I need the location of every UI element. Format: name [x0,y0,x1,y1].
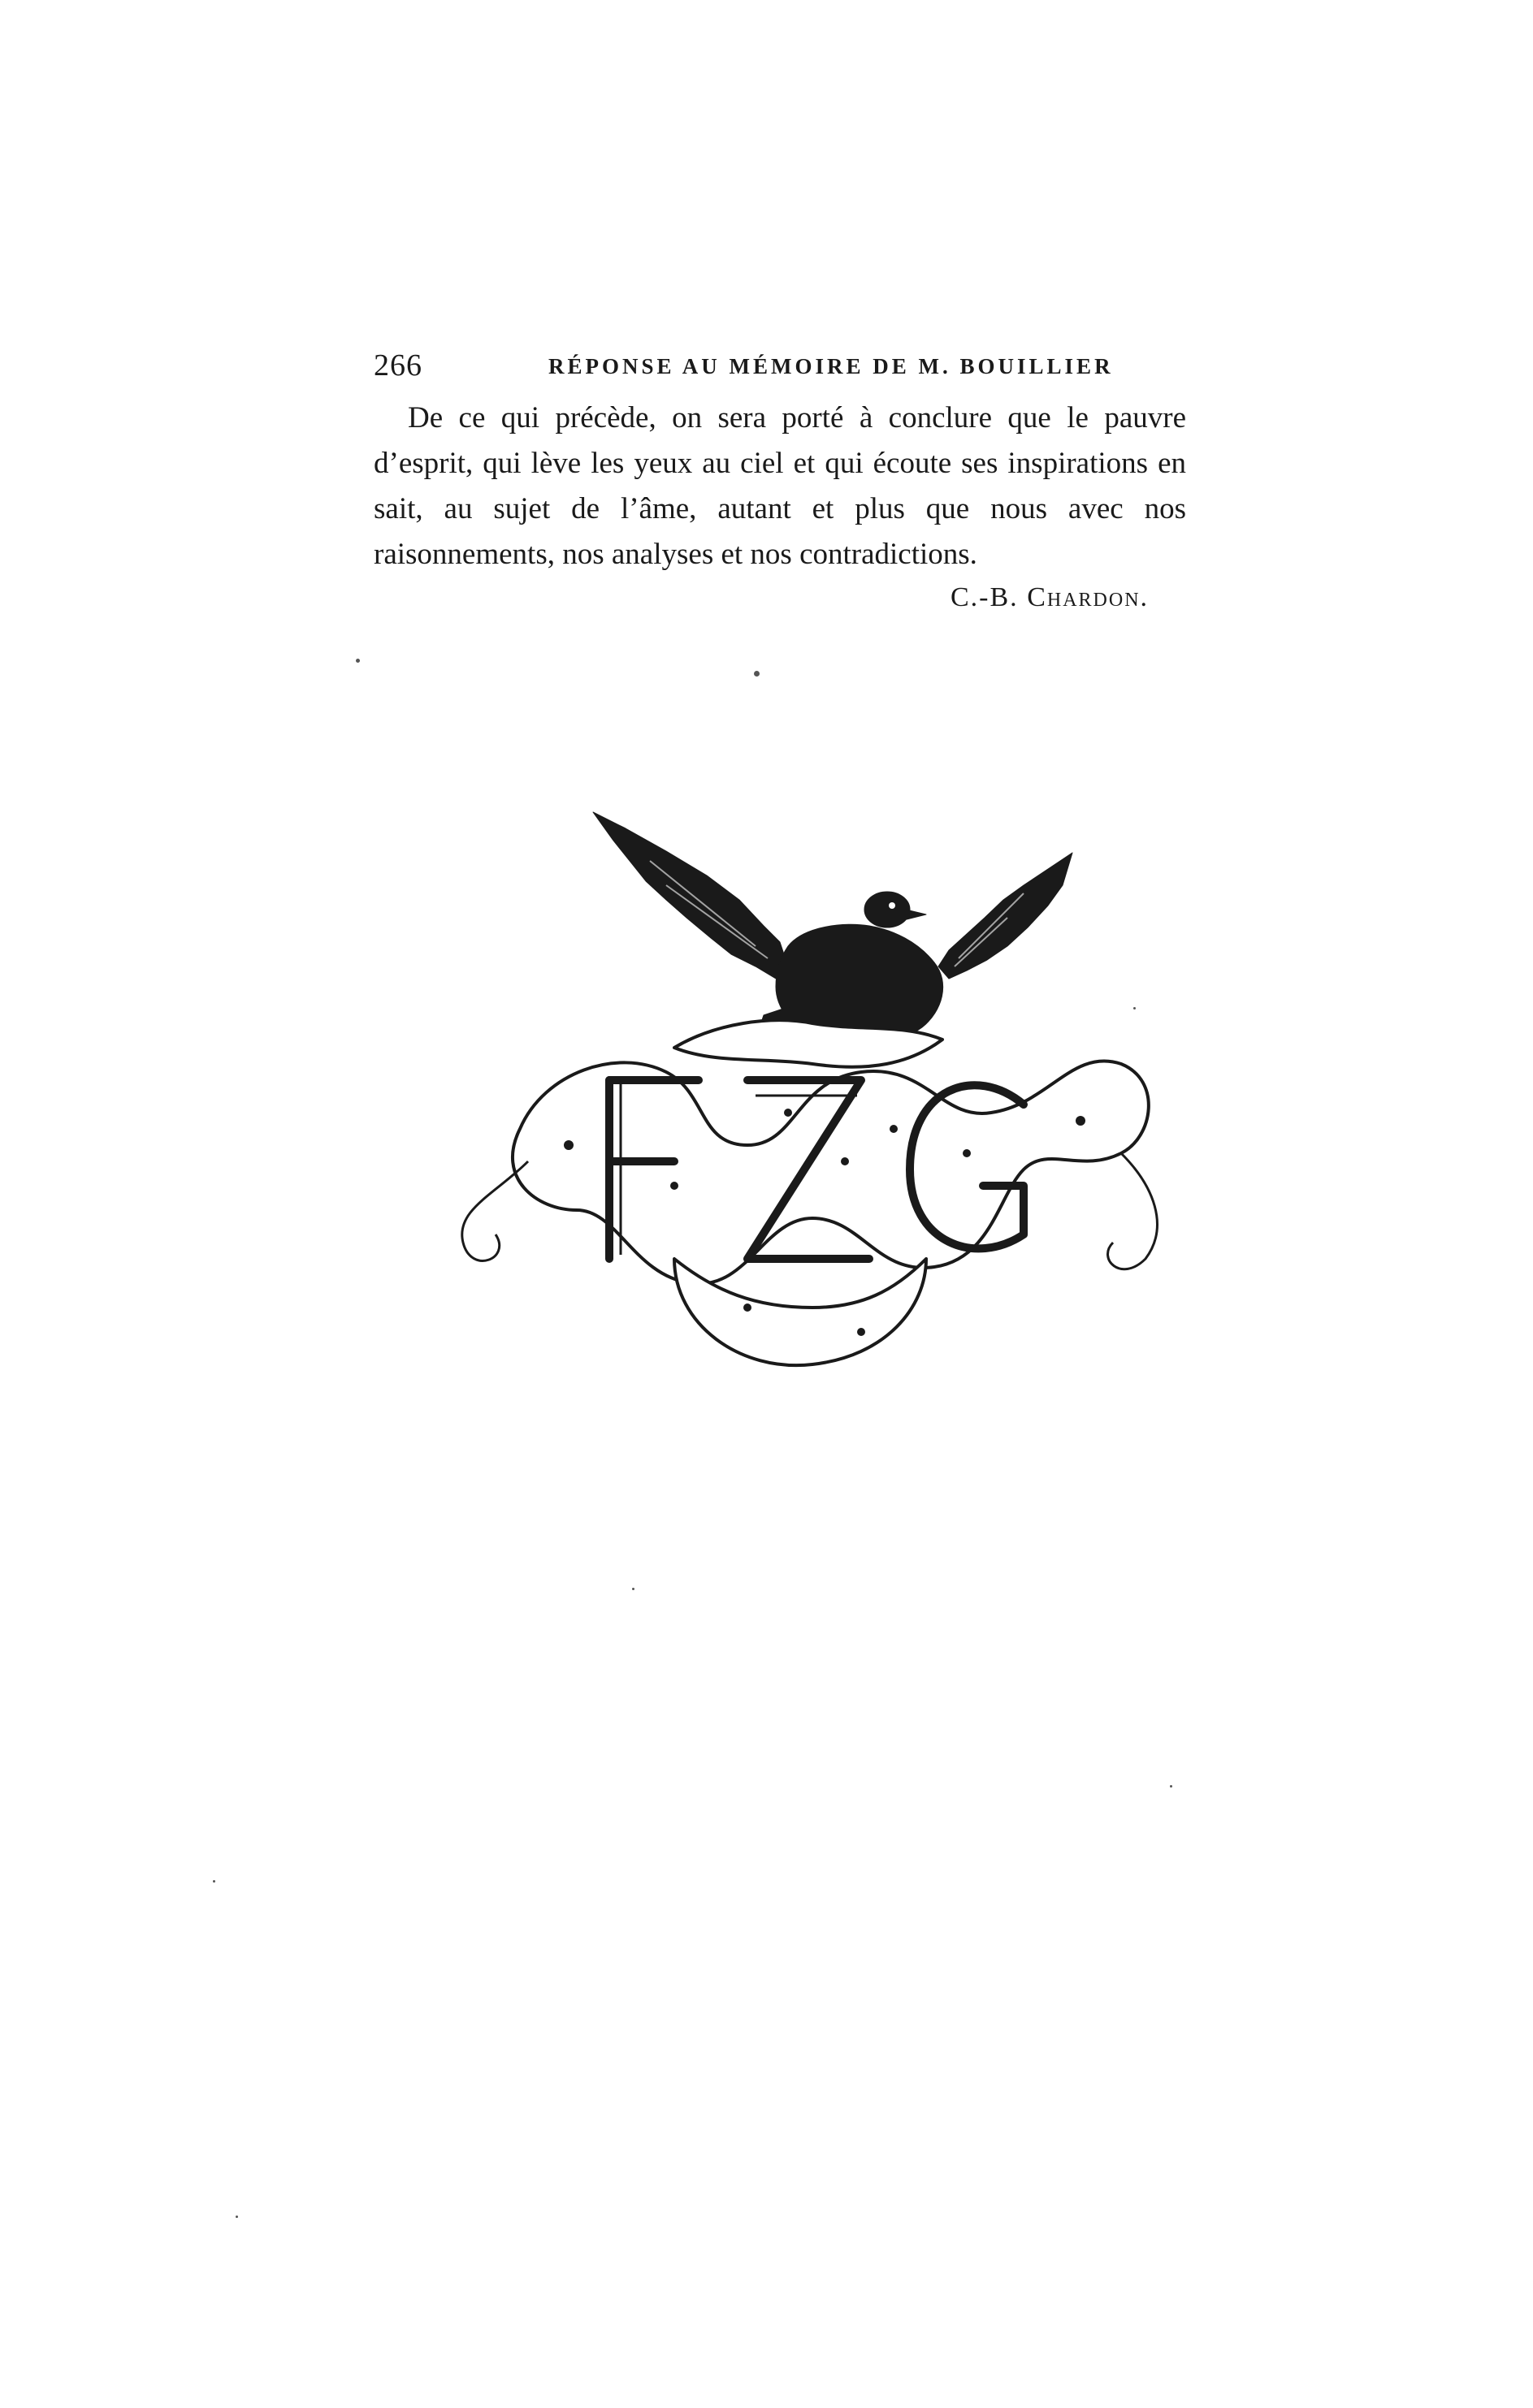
page-number: 266 [374,348,422,383]
running-head: RÉPONSE AU MÉMOIRE DE M. BOUILLIER [548,354,1114,378]
author-signature [951,582,1149,613]
page-header [374,348,1186,393]
author-surname: Chardon. [1027,582,1150,612]
print-speck [632,1588,634,1590]
print-speck [213,1880,215,1883]
print-speck [356,659,360,663]
bird-on-monogram-ornament-icon [406,804,1202,1478]
print-speck [754,671,760,677]
print-speck [1170,1785,1172,1788]
closing-paragraph: De ce qui précède, on sera porté à conclure que le pauvre d’esprit, qui lève les yeux au ciel et qui écoute ses inspirations en sait, au sujet de l’âme, autant et plus que nous avec nos raisonnements, nos analyses et nos contradictions. [374,401,1186,571]
author-initials: C.-B. [951,582,1028,612]
print-speck [1133,1007,1136,1009]
print-speck [236,2216,238,2218]
